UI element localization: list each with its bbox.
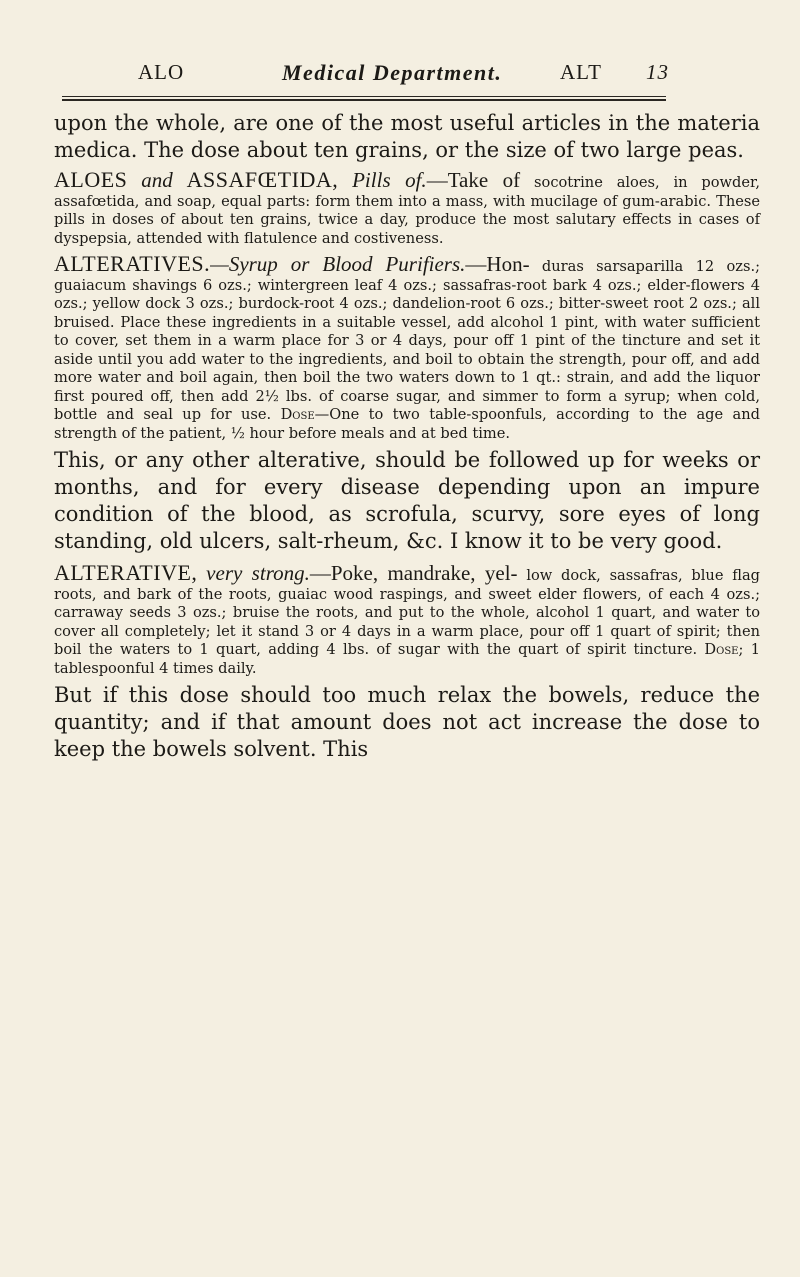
entry-alterative-very-strong (54, 560, 760, 678)
entry-heading: ALOES (54, 167, 128, 192)
header-rule-thick (62, 99, 666, 101)
header-title: Medical Department. (282, 60, 503, 85)
paragraph-commentary (54, 447, 760, 555)
page-number: 13 (646, 60, 669, 84)
dose-text: ; 1 tablespoonful 4 times daily. (54, 641, 760, 677)
entry-lead-text: —Poke, mandrake, yel- (309, 561, 518, 585)
entry-subheading: very strong. (206, 561, 310, 585)
paragraph-text: upon the whole, are one of the most useful articles in the materia medica. The dose about ten grains, or the size of two large peas. (54, 111, 760, 162)
entry-body: duras sarsaparilla 12 ozs.; guaiacum shavings 6 ozs.; wintergreen leaf 4 ozs.; sassafras-root bark 4 ozs.; elder-flowers 4 ozs.; yellow dock 3 ozs.; burdock-root 4 ozs.; dandelion-root 6 ozs.; bitter-sweet root 2 ozs.; all bruised. Place these ingredients in a suitable vessel, add alcohol 1 pint, with water sufficient to cover, set them in a warm place for 3 or 4 days, pour off 1 pint of the tincture and set it aside until you add water to the ingredients, and boil to obtain the strength, pour off, and add more water and boil again, then boil the two waters down to 1 qt.: strain, and add the liquor first poured off, then add 2½ lbs. of coarse sugar, and simmer to form a syrup; when cold, bottle and seal up for use. (54, 258, 761, 423)
header-left-guide-word: ALO (138, 60, 185, 84)
entry-heading: ALTERATIVE, (54, 560, 198, 585)
entry-body: low dock, sassafras, blue flag roots, and bark of the roots, guaiac wood raspings, and sweet elder flowers, of each 4 ozs.; carraway seeds 3 ozs.; bruise the roots, and put to the whole, alcohol 1 quart, and water to cover all completely; let it stand 3 or 4 days in a warm place, pour off 1 quart of spirit; then boil the waters to 1 quart, adding 4 lbs. of sugar with the quart of spirit tincture. (54, 567, 760, 658)
entry-lead-text: —Hon- (465, 252, 530, 276)
entry-lead-text: —Take of (426, 168, 521, 192)
entry-heading-and: and (141, 168, 173, 192)
dose-label: Dose (704, 641, 739, 658)
header-rule (62, 96, 666, 97)
dose-label: Dose (280, 406, 315, 423)
paragraph-continuation (54, 110, 760, 164)
entry-subheading: —Syrup or Blood Purifiers. (210, 252, 466, 276)
entry-subheading: Pills of. (352, 168, 427, 192)
paragraph-text: But if this dose should too much relax the bowels, reduce the quantity; and if that amount does not act increase the dose to keep the bowels solvent. This (54, 683, 760, 761)
entry-body: socotrine aloes, in powder, assafœtida, and soap, equal parts: form them into a mass, with mucilage of gum-arabic. These pills in doses of about ten grains, twice a day, produce the most salutary effects in cases of dyspepsia, attended with flatulence and costiveness. (54, 174, 761, 247)
running-header (54, 56, 760, 90)
page (54, 56, 760, 763)
paragraph-text: This, or any other alterative, should be followed up for weeks or months, and for every disease depending upon an impure condition of the blood, as scrofula, scurvy, sore eyes of long standing, old ulcers, salt-rheum, &c. I know it to be very good. (54, 448, 760, 553)
paragraph-commentary-2 (54, 682, 760, 763)
entry-heading-2: ASSAFŒTIDA, (186, 167, 339, 192)
entry-alteratives (54, 251, 761, 443)
entry-aloes-assafoetida (54, 167, 761, 248)
entry-heading: ALTERATIVES. (54, 251, 211, 276)
header-right-guide-word: ALT (560, 60, 602, 84)
dose-text: —One to two table-spoonfuls, according to the age and strength of the patient, ½ hour before meals and at bed time. (54, 406, 760, 442)
